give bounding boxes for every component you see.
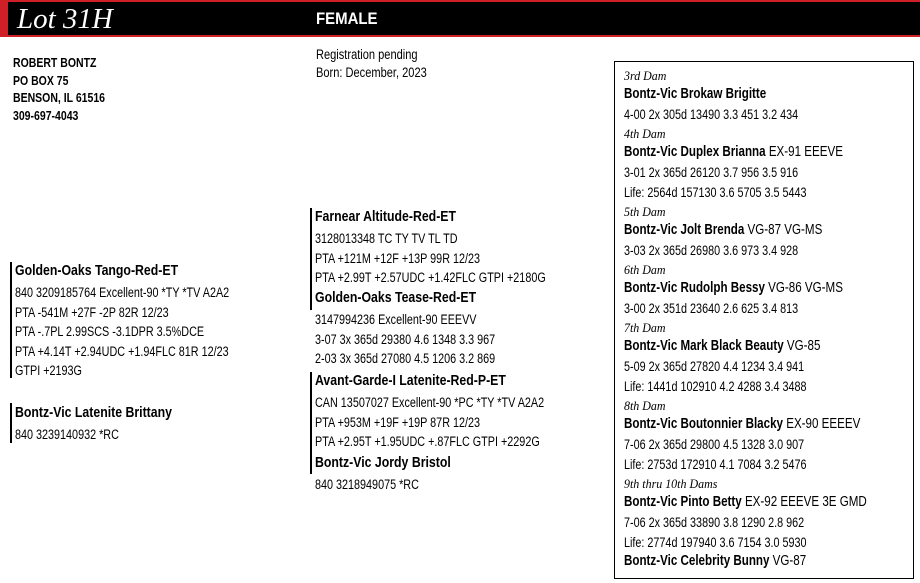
ancestor-dam-name: Bontz-Vic Pinto Betty EX-92 EEEVE 3E GMD <box>624 494 867 510</box>
dam-sire-line: PTA +953M +19F +19P 87R 12/23 <box>315 414 481 430</box>
dam-dam-name: Bontz-Vic Jordy Bristol <box>315 454 451 471</box>
dam-generation-label: 3rd Dam <box>624 68 667 83</box>
dam-sire-line: CAN 13507027 Excellent-90 *PC *TY *TV A2A2 <box>315 395 545 410</box>
owner-name: ROBERT BONTZ <box>13 56 97 70</box>
sex-label: FEMALE <box>316 9 378 28</box>
registration-status: Registration pending <box>316 47 418 62</box>
ancestor-dam-name: Bontz-Vic Jolt Brenda VG-87 VG-MS <box>624 222 823 238</box>
sire-sire-bracket <box>310 208 312 310</box>
ancestor-dam-record: 3-01 2x 365d 26120 3.7 956 3.5 916 <box>624 165 799 180</box>
sire-line: PTA +4.14T +2.94UDC +1.94FLC 81R 12/23 <box>15 343 229 359</box>
sire-line: GTPI +2193G <box>15 363 82 378</box>
sire-sire-line: PTA +121M +12F +13P 99R 12/23 <box>315 250 481 266</box>
dam-generation-label: 9th thru 10th Dams <box>624 476 718 491</box>
lot-number: Lot 31H <box>17 3 113 35</box>
ancestor-dam-record: 3-03 2x 365d 26980 3.6 973 3.4 928 <box>624 243 799 258</box>
dam-generation-label: 6th Dam <box>624 262 666 277</box>
ancestor-dam-record: 7-06 2x 365d 33890 3.8 1290 2.8 962 <box>624 515 805 530</box>
ancestor-dam-lifetime: Life: 2753d 172910 4.1 7084 3.2 5476 <box>624 456 807 472</box>
ancestor-dam-record: 3-00 2x 351d 23640 2.6 625 3.4 813 <box>624 301 799 316</box>
ancestor-dam-record: 5-09 2x 365d 27820 4.4 1234 3.4 941 <box>624 359 805 374</box>
dam-generation-label: 4th Dam <box>624 126 666 141</box>
dam-sire-bracket <box>310 372 312 474</box>
sire-dam-line: 3-07 3x 365d 29380 4.6 1348 3.3 967 <box>315 331 496 347</box>
sire-sire-line: PTA +2.99T +2.57UDC +1.42FLC GTPI +2180G <box>315 270 546 285</box>
ancestor-dam-record: 7-06 2x 365d 29800 4.5 1328 3.0 907 <box>624 437 805 452</box>
sire-line: PTA -.7PL 2.99SCS -3.1DPR 3.5%DCE <box>15 324 205 339</box>
sire-dam-line: 3147994236 Excellent-90 EEEVV <box>315 312 477 327</box>
ancestor-dam-lifetime: Life: 1441d 102910 4.2 4288 3.4 3488 <box>624 378 807 394</box>
sire-line: PTA -541M +27F -2P 82R 12/23 <box>15 304 169 320</box>
dam-generation-label: 7th Dam <box>624 320 666 335</box>
owner-address: PO BOX 75 <box>13 73 69 88</box>
sire-line: 840 3209185764 Excellent-90 *TY *TV A2A2 <box>15 285 230 300</box>
sire-dam-name: Golden-Oaks Tease-Red-ET <box>315 289 477 306</box>
ancestor-dam-lifetime: Life: 2564d 157130 3.6 5705 3.5 5443 <box>624 184 807 200</box>
owner-phone: 309-697-4043 <box>13 108 79 123</box>
ancestor-dam-name: Bontz-Vic Brokaw Brigitte <box>624 86 767 102</box>
sire-sire-name: Farnear Altitude-Red-ET <box>315 208 457 225</box>
ancestor-dam-name: Bontz-Vic Rudolph Bessy VG-86 VG-MS <box>624 280 843 296</box>
dam-sire-line: PTA +2.95T +1.95UDC +.87FLC GTPI +2292G <box>315 434 540 449</box>
sire-name: Golden-Oaks Tango-Red-ET <box>15 262 179 279</box>
birth-date: Born: December, 2023 <box>316 65 427 80</box>
ancestor-dam-name: Bontz-Vic Celebrity Bunny VG-87 <box>624 553 807 569</box>
ancestor-dam-lifetime: Life: 2774d 197940 3.6 7154 3.0 5930 <box>624 534 807 550</box>
sire-sire-line: 3128013348 TC TY TV TL TD <box>315 231 458 246</box>
dam-line: 840 3239140932 *RC <box>15 427 119 442</box>
ancestor-dam-record: 4-00 2x 305d 13490 3.3 451 3.2 434 <box>624 107 799 122</box>
dam-sire-name: Avant-Garde-I Latenite-Red-P-ET <box>315 372 506 389</box>
dam-bracket <box>10 403 12 443</box>
ancestor-dam-name: Bontz-Vic Boutonnier Blacky EX-90 EEEEV <box>624 416 861 432</box>
sire-bracket <box>10 262 12 378</box>
dam-generation-label: 8th Dam <box>624 398 666 413</box>
dam-name: Bontz-Vic Latenite Brittany <box>15 404 172 421</box>
sire-dam-line: 2-03 3x 365d 27080 4.5 1206 3.2 869 <box>315 351 496 366</box>
dam-generation-label: 5th Dam <box>624 204 666 219</box>
ancestor-dam-name: Bontz-Vic Duplex Brianna EX-91 EEEVE <box>624 144 843 160</box>
owner-city: BENSON, IL 61516 <box>13 91 106 105</box>
ancestor-dam-name: Bontz-Vic Mark Black Beauty VG-85 <box>624 338 821 354</box>
header-black-bar <box>8 2 920 35</box>
dam-dam-line: 840 3218949075 *RC <box>315 477 419 492</box>
